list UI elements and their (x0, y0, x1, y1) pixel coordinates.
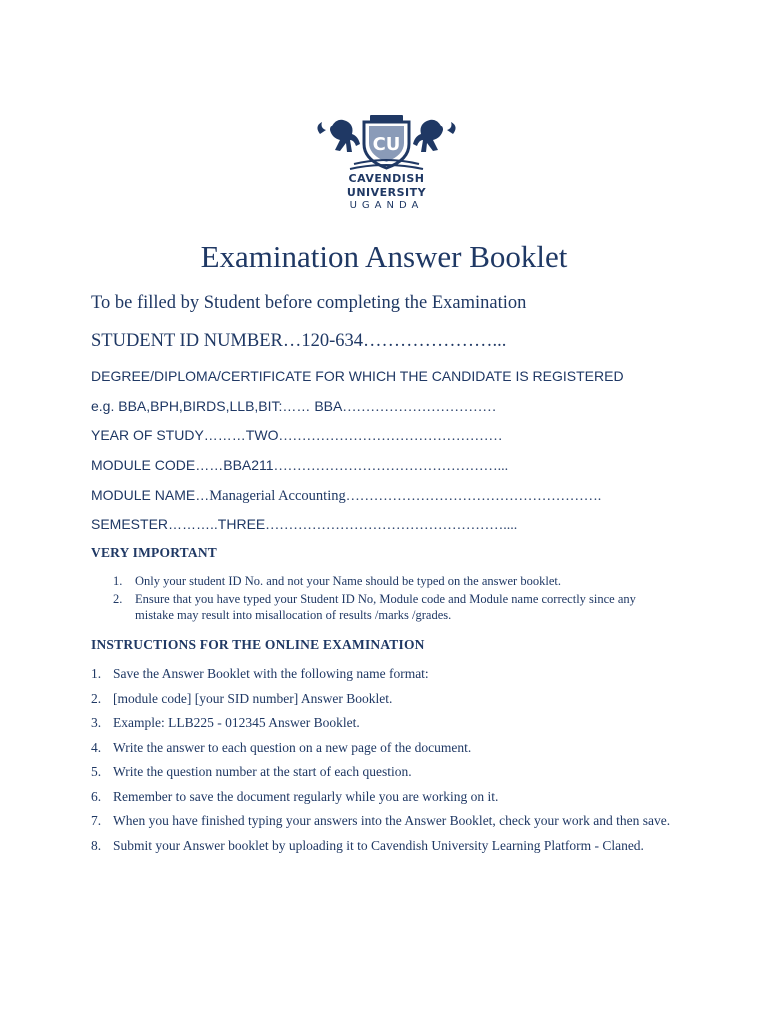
list-item-text: Submit your Answer booklet by uploading it to Cavendish University Learning Platform - Claned. (113, 837, 644, 853)
list-item-number: 4. (91, 739, 102, 755)
list-item-number: 7. (91, 813, 102, 828)
student-id-label: STUDENT ID NUMBER… (91, 331, 302, 351)
list-item (113, 573, 673, 589)
student-id-trail: …………………... (363, 331, 507, 351)
semester-value: THREE (217, 516, 266, 532)
student-id-line (91, 331, 506, 352)
list-item-number: 2. (91, 690, 102, 706)
semester-label: SEMESTER……….. (91, 516, 218, 532)
crest-icon (314, 112, 459, 172)
svg-text:CU: CU (372, 134, 401, 155)
university-logo (314, 112, 459, 214)
list-item-text: Write the answer to each question on a new page of the document. (113, 739, 472, 755)
very-important-list (113, 573, 673, 625)
list-item (91, 788, 681, 805)
module-code-value: BBA211 (223, 457, 274, 473)
year-trail: ………………………………………… (278, 429, 503, 444)
page-subtitle: To be filled by Student before completing the Examination (91, 293, 527, 313)
list-item-text: Save the Answer Booklet with the following name format: (113, 666, 429, 681)
list-item-text: Only your student ID No. and not your Name should be typed on the answer booklet. (135, 574, 561, 588)
list-item-text: Remember to save the document regularly while you are working on it. (113, 788, 499, 804)
logo-line-uganda: UGANDA (349, 200, 424, 211)
list-item-number: 3. (91, 715, 102, 730)
list-item-number: 2. (113, 592, 123, 606)
module-name-trail: ………………………………………………. (345, 489, 602, 504)
year-field (91, 427, 502, 445)
list-item (91, 812, 681, 829)
list-item (91, 739, 681, 756)
student-id-value: 120-634 (301, 331, 364, 351)
programme-trail: …………………………… (342, 400, 497, 415)
module-name-field (91, 487, 601, 505)
list-item-number: 1. (91, 666, 102, 681)
programme-value: BBA (314, 398, 343, 414)
year-value: TWO (245, 427, 279, 443)
instructions-heading: INSTRUCTIONS FOR THE ONLINE EXAMINATION (91, 637, 425, 652)
list-item-number: 8. (91, 837, 102, 853)
semester-trail: …………………………………………….... (265, 518, 518, 533)
page-title: Examination Answer Booklet (200, 239, 568, 274)
list-item-text: Ensure that you have typed your Student ID No, Module code and Module name correctly since any mistake may result into misallocation of results /marks /grades. (135, 592, 636, 622)
logo-line-cavendish: CAVENDISH (348, 172, 425, 185)
list-item (91, 837, 681, 854)
list-item (91, 714, 681, 731)
semester-field (91, 516, 517, 534)
list-item (113, 591, 673, 623)
module-name-label: MODULE NAME… (91, 487, 210, 503)
module-code-label: MODULE CODE…… (91, 457, 224, 473)
year-label: YEAR OF STUDY……… (91, 427, 246, 443)
list-item-text: When you have finished typing your answers into the Answer Booklet, check your work and then save. (113, 813, 671, 828)
list-item-number: 5. (91, 764, 102, 779)
module-name-value: Managerial Accounting (209, 488, 346, 504)
list-item-text: Write the question number at the start of each question. (113, 764, 412, 779)
programme-label: e.g. BBA,BPH,BIRDS,LLB,BIT:…… (91, 398, 315, 414)
list-item-text: Example: LLB225 - 012345 Answer Booklet. (113, 715, 360, 730)
list-item (91, 690, 681, 707)
logo-line-university: UNIVERSITY (346, 186, 427, 199)
list-item-text: [module code] [your SID number] Answer Booklet. (113, 690, 393, 706)
list-item-number: 1. (113, 574, 123, 588)
programme-field (91, 398, 496, 416)
instructions-list (91, 665, 681, 861)
degree-label: DEGREE/DIPLOMA/CERTIFICATE FOR WHICH THE CANDIDATE IS REGISTERED (91, 368, 624, 384)
module-code-trail: …………………………………………... (273, 459, 509, 474)
very-important-heading: VERY IMPORTANT (91, 545, 217, 560)
list-item (91, 665, 681, 682)
list-item (91, 763, 681, 780)
list-item-number: 6. (91, 788, 102, 804)
module-code-field (91, 457, 508, 475)
